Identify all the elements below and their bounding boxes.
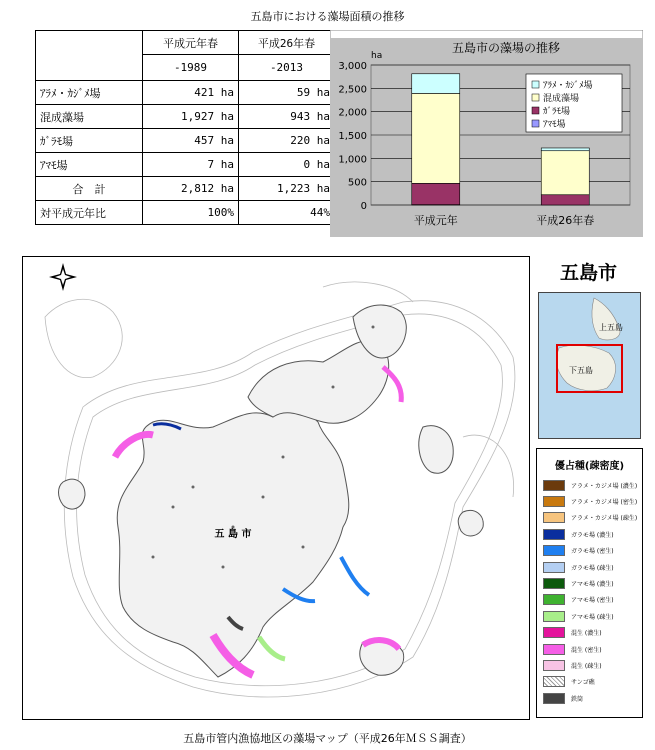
- y-tick-label: 500: [347, 177, 367, 189]
- cell-1989: 1,927 ha: [143, 105, 239, 129]
- legend-items: [537, 477, 642, 706]
- y-tick-label: 1,500: [338, 131, 367, 142]
- inset-label-upper: 上五島: [599, 323, 623, 332]
- legend-label: サンゴ礁: [571, 679, 595, 687]
- legend-label: ｱﾏﾓ場: [543, 120, 566, 130]
- row-label: ｱﾏﾓ場: [36, 153, 143, 177]
- legend-item: [537, 592, 642, 608]
- inset-label-lower: 下五島: [569, 366, 593, 375]
- legend-label: ガラモ場 (密生): [571, 548, 614, 556]
- legend-swatch: [543, 529, 565, 540]
- col-header-2013: 平成26年春: [239, 31, 335, 55]
- legend-item: [537, 493, 642, 509]
- inset-title: 五島市: [560, 262, 618, 284]
- legend-swatch: [543, 693, 565, 704]
- legend-item: [537, 608, 642, 624]
- y-unit-label: ha: [371, 51, 383, 61]
- cell-2013: 44%: [239, 201, 335, 225]
- legend-label: アラメ・カジメ場 (密生): [571, 499, 638, 507]
- x-tick-label: 平成元年: [413, 214, 458, 227]
- table-row: [36, 153, 335, 177]
- y-tick-label: 3,000: [338, 61, 367, 72]
- cell-1989: 7 ha: [143, 153, 239, 177]
- legend-label: アマモ場 (疎生): [571, 613, 614, 621]
- legend-label: ガラモ場 (疎生): [571, 564, 614, 572]
- locator-inset-map: [538, 292, 641, 439]
- bar-segment: [541, 195, 589, 205]
- col-subheader-1989: -1989: [143, 55, 239, 81]
- legend-label: 混生 (疎生): [571, 662, 602, 670]
- legend-title: 優占種(疎密度): [554, 461, 625, 472]
- legend-label: ｱﾗﾒ・ｶｼﾞﾒ場: [543, 81, 593, 91]
- legend-item: [537, 657, 642, 673]
- legend-swatch: [543, 496, 565, 507]
- row-label-total: 合 計: [36, 177, 143, 201]
- table-row: [36, 201, 335, 225]
- bar-segment: [412, 74, 460, 94]
- legend-swatch: [543, 627, 565, 638]
- legend-label: 混生 (密生): [571, 646, 602, 654]
- y-tick-label: 2,500: [338, 84, 367, 96]
- cell-1989: 100%: [143, 201, 239, 225]
- chart-svg: [330, 30, 643, 237]
- row-label: 混成藻場: [36, 105, 143, 129]
- table-row: [36, 177, 335, 201]
- legend-item: [537, 543, 642, 559]
- table-row: [36, 105, 335, 129]
- legend-item: [537, 674, 642, 690]
- map-svg: [23, 257, 530, 720]
- legend-swatch: [543, 644, 565, 655]
- cell-2013: 59 ha: [239, 81, 335, 105]
- table-corner: [36, 31, 143, 81]
- legend-swatch: [543, 676, 565, 687]
- bar-segment: [412, 93, 460, 183]
- cell-1989: 2,812 ha: [143, 177, 239, 201]
- map-legend: [536, 448, 643, 718]
- legend-swatch: [532, 120, 539, 127]
- legend-item: [537, 575, 642, 591]
- legend-swatch: [543, 562, 565, 573]
- legend-item: [537, 526, 642, 542]
- legend-label: 混成藻場: [543, 94, 580, 104]
- legend-label: ガラモ場 (濃生): [571, 531, 614, 539]
- y-tick-label: 2,000: [338, 107, 367, 119]
- compass-rose-icon: [49, 263, 77, 291]
- row-label-ratio: 対平成元年比: [36, 201, 143, 225]
- x-tick-label: 平成26年春: [536, 214, 595, 227]
- legend-item: [537, 625, 642, 641]
- seaweed-map: [22, 256, 530, 720]
- inset-svg: [539, 293, 641, 439]
- legend-swatch: [543, 545, 565, 556]
- bar-segment: [541, 148, 589, 151]
- cell-2013: 1,223 ha: [239, 177, 335, 201]
- legend-label: アラメ・カジメ場 (疎生): [571, 515, 638, 523]
- table-row: [36, 81, 335, 105]
- legend-swatch: [543, 594, 565, 605]
- legend-item: [537, 559, 642, 575]
- col-header-1989: 平成元年春: [143, 31, 239, 55]
- legend-swatch: [543, 660, 565, 671]
- legend-swatch: [543, 480, 565, 491]
- chart-title: 五島市の藻場の推移: [451, 41, 561, 55]
- legend-label: ｶﾞﾗﾓ場: [543, 107, 571, 117]
- legend-item: [537, 690, 642, 706]
- legend-swatch: [532, 107, 539, 114]
- seaweed-area-table: [35, 30, 335, 225]
- y-tick-label: 0: [360, 201, 367, 212]
- legend-label: 混生 (濃生): [571, 630, 602, 638]
- legend-label: アラメ・カジメ場 (濃生): [571, 482, 638, 490]
- legend-swatch: [532, 94, 539, 101]
- bar-segment: [541, 151, 589, 195]
- cell-1989: 421 ha: [143, 81, 239, 105]
- cell-2013: 0 ha: [239, 153, 335, 177]
- bar-segment: [412, 183, 460, 204]
- cell-1989: 457 ha: [143, 129, 239, 153]
- stacked-bar-chart: [330, 30, 643, 237]
- legend-item: [537, 477, 642, 493]
- cell-2013: 943 ha: [239, 105, 335, 129]
- row-label: ｱﾗﾒ・ｶｼﾞﾒ場: [36, 81, 143, 105]
- legend-label: アマモ場 (密生): [571, 597, 614, 605]
- legend-swatch: [532, 81, 539, 88]
- legend-swatch: [543, 578, 565, 589]
- legend-item: [537, 641, 642, 657]
- legend-label: アマモ場 (濃生): [571, 581, 614, 589]
- table-row: [36, 129, 335, 153]
- y-tick-label: 1,000: [338, 154, 367, 166]
- map-city-label: 五 島 市: [214, 529, 252, 540]
- legend-label: 鉄筒: [571, 695, 584, 703]
- legend-swatch: [543, 611, 565, 622]
- cell-2013: 220 ha: [239, 129, 335, 153]
- legend-swatch: [543, 512, 565, 523]
- col-subheader-2013: -2013: [239, 55, 335, 81]
- chart-legend: [526, 74, 622, 132]
- row-label: ｶﾞﾗﾓ場: [36, 129, 143, 153]
- map-caption: 五島市管内漁協地区の藻場マップ（平成26年ＭＳＳ調査）: [183, 732, 472, 745]
- legend-item: [537, 510, 642, 526]
- page-title: 五島市における藻場面積の推移: [250, 10, 405, 23]
